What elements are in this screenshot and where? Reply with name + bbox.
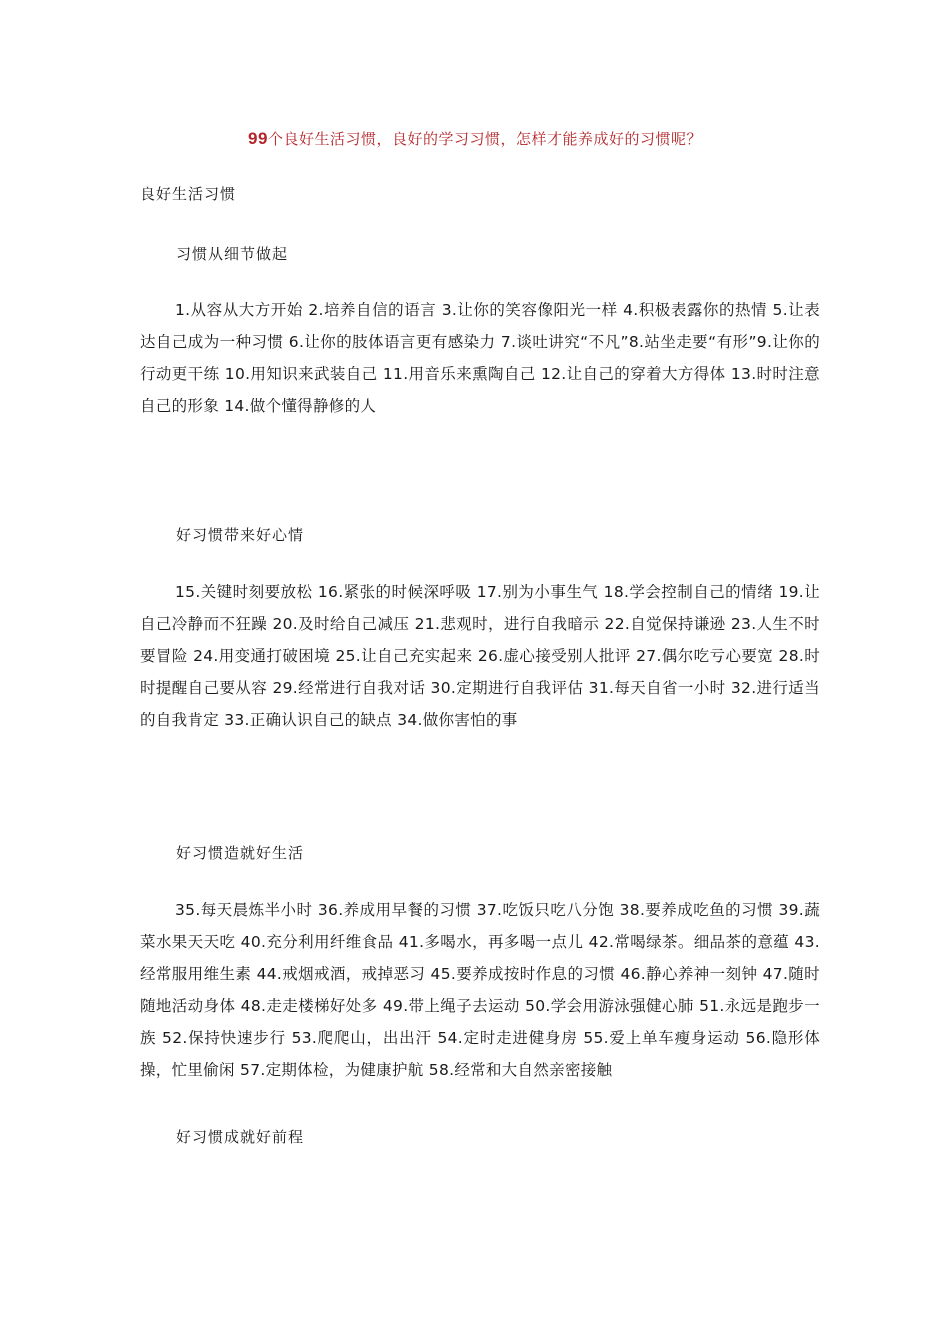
paragraph-life: 35.每天晨炼半小时 36.养成用早餐的习惯 37.吃饭只吃八分饱 38.要养成吃鱼的习惯 39.蔬菜水果天天吃 40.充分利用纤维食品 41.多喝水，再多喝一点儿 42.常喝绿茶。细品茶的意蕴 43.经常服用维生素 44.戒烟戒酒，戒掉恶习 45.要养成按时作息的习惯 46.静心养神一刻钟 47.随时随地活动身体 48.走走楼梯好处多 49.带上绳子去运动 50.学会用游泳强健心肺 51.永远是跑步一族 52.保持快速步行 53.爬爬山，出出汗 54.定时走进健身房 55.爱上单车瘦身运动 56.隐形体操，忙里偷闲 57.定期体检，为健康护航 58.经常和大自然亲密接触 (140, 901, 820, 1079)
section-heading: 良好生活习惯 (140, 185, 237, 203)
subheading-mood: 好习惯带来好心情 (176, 526, 305, 544)
page-title (0, 128, 950, 149)
paragraph-mood: 15.关键时刻要放松 16.紧张的时候深呼吸 17.别为小事生气 18.学会控制自己的情绪 19.让自己冷静而不狂躁 20.及时给自己减压 21.悲观时，进行自我暗示 22.自觉保持谦逊 23.人生不时要冒险 24.用变通打破困境 25.让自己充实起来 26.虚心接受别人批评 27.偶尔吃亏心要宽 28.时时提醒自己要从容 29.经常进行自我对话 30.定期进行自我评估 31.每天自省一小时 32.进行适当的自我肯定 33.正确认识自己的缺点 34.做你害怕的事 (140, 583, 820, 729)
paragraph-details: 1.从容从大方开始 2.培养自信的语言 3.让你的笑容像阳光一样 4.积极表露你的热情 5.让表达自己成为一种习惯 6.让你的肢体语言更有感染力 7.谈吐讲究“不凡”8.站坐走要“有形”9.让你的行动更干练 10.用知识来武装自己 11.用音乐来熏陶自己 12.让自己的穿着大方得体 13.时时注意自己的形象 14.做个懂得静修的人 (140, 301, 820, 415)
title-number: 99 (248, 129, 268, 148)
subheading-future: 好习惯成就好前程 (176, 1128, 305, 1146)
title-text: 个良好生活习惯，良好的学习习惯，怎样才能养成好的习惯呢？ (267, 130, 702, 148)
subheading-life: 好习惯造就好生活 (176, 844, 305, 862)
subheading-details: 习惯从细节做起 (176, 245, 289, 263)
